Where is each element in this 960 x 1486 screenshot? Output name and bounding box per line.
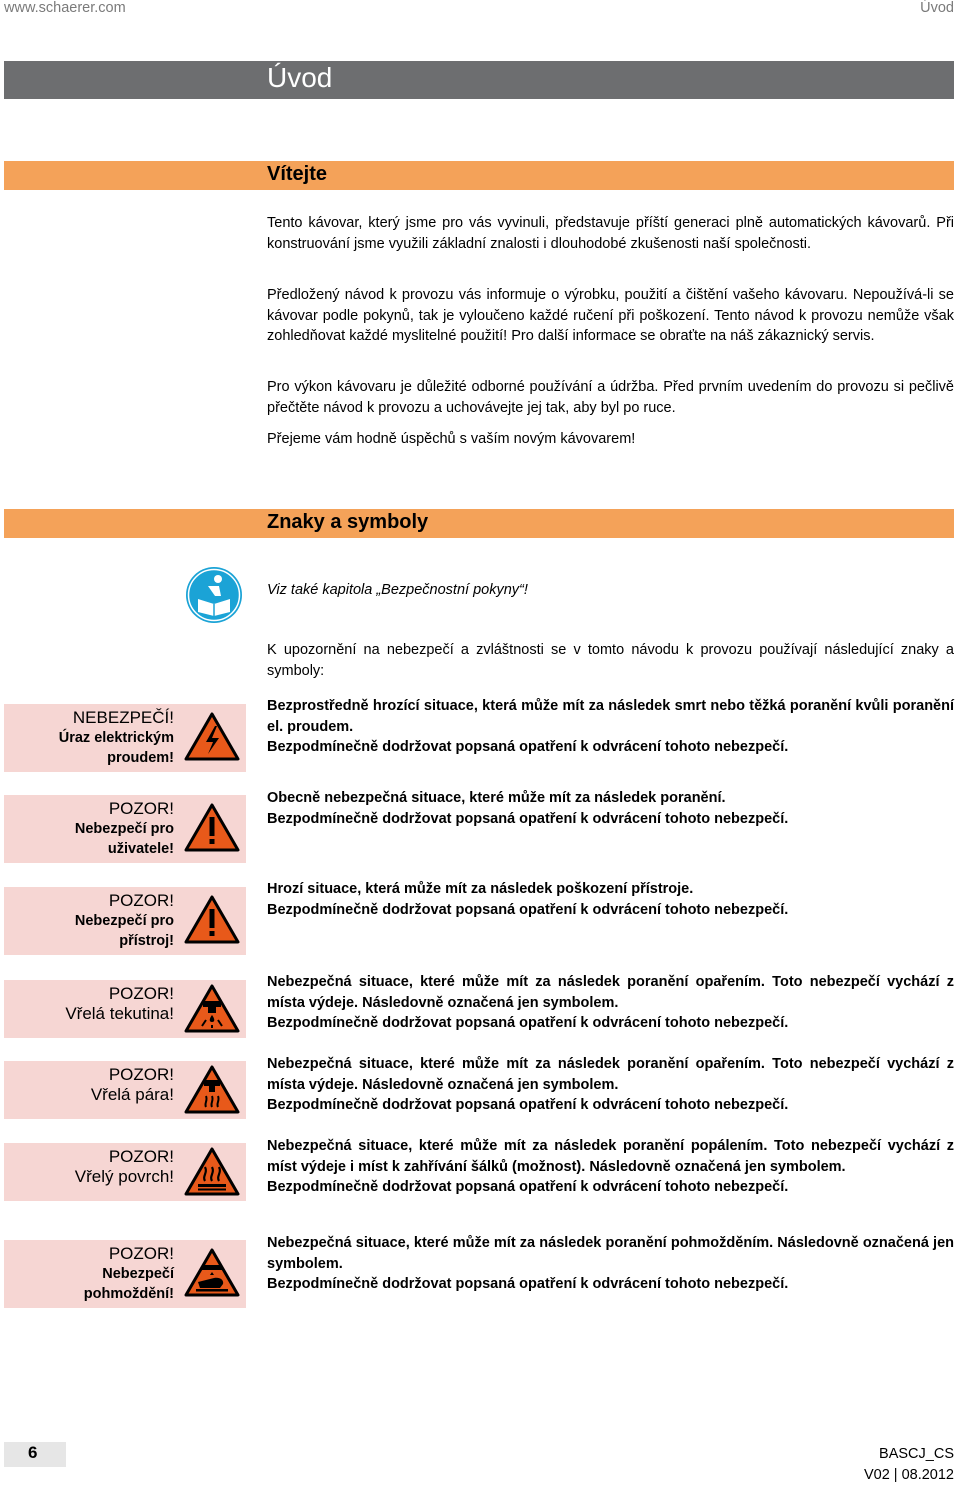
warning-label-device: POZOR! Nebezpečí pro přístroj!	[4, 887, 246, 955]
symbols-heading: Znaky a symboly	[267, 511, 429, 533]
page-title: Úvod	[267, 62, 333, 93]
warning-label-hot-surface: POZOR! Vřelý povrch!	[4, 1143, 246, 1201]
exclamation-hazard-icon	[184, 895, 240, 945]
page-number-box	[4, 1442, 66, 1467]
hot-surface-icon	[184, 1147, 240, 1197]
warning-label-hot-liquid: POZOR! Vřelá tekutina!	[4, 980, 246, 1038]
title-bar	[4, 61, 954, 99]
footer-version: V02 | 08.2012	[863, 1467, 954, 1483]
welcome-heading: Vítejte	[267, 163, 328, 185]
warning-desc-hot-surface: Nebezpečná situace, které může mít za následek poranění popálením. Toto nebezpečí vychází z míst výdeje i míst k zahřívání šálků (možnost). Následovně označená jen symbolem. Bezpodmínečně dodržovat popsaná opatření k odvrácení tohoto nebezpečí.	[267, 1138, 954, 1195]
hot-liquid-icon	[184, 984, 240, 1034]
symbols-heading-bar	[4, 509, 954, 538]
hot-steam-icon	[184, 1065, 240, 1115]
page-number: 6	[28, 1443, 38, 1462]
warning-label-electric: NEBEZPEČÍ! Úraz elektrickým proudem!	[4, 704, 246, 772]
footer-doc-id: BASCJ_CS	[879, 1446, 954, 1462]
welcome-paragraph-2: Předložený návod k provozu vás informuje o výrobku, použití a čištění vašeho kávovaru. Nepoužívá-li se kávovar podle pokynů, tak je vyloučeno každé ručení při poškození. Tento návod k provozu nemůže však zohledňovat každé myslitelné použití! Pro další informace se obraťte na náš zákaznický servis.	[267, 287, 954, 344]
welcome-heading-bar	[4, 161, 954, 190]
read-manual-icon	[185, 566, 243, 624]
warning-desc-electric: Bezprostředně hrozící situace, která může mít za následek smrt nebo těžká poranění kvůli poranění el. proudem. Bezpodmínečně dodržovat popsaná opatření k odvrácení tohoto nebezpečí.	[267, 698, 954, 755]
warning-desc-crush: Nebezpečná situace, které může mít za následek poranění pohmožděním. Následovně označená jen symbolem. Bezpodmínečně dodržovat popsaná opatření k odvrácení tohoto nebezpečí.	[267, 1235, 954, 1292]
symbols-intro: K upozornění na nebezpečí a zvláštnosti se v tomto návodu k provozu používají následující znaky a symboly:	[267, 642, 954, 679]
warning-desc-hot-steam: Nebezpečná situace, které může mít za následek poranění opařením. Toto nebezpečí vychází z místa výdeje. Následovně označená jen symbolem. Bezpodmínečně dodržovat popsaná opatření k odvrácení tohoto nebezpečí.	[267, 1056, 954, 1113]
welcome-paragraph-1: Tento kávovar, který jsme pro vás vyvinuli, představuje příští generaci plně automatických kávovarů. Při konstruování jsme využili základní znalosti i dlouhodobé zkušenosti naší společnosti.	[267, 215, 954, 252]
warning-desc-device: Hrozí situace, která může mít za následek poškození přístroje. Bezpodmínečně dodržovat popsaná opatření k odvrácení tohoto nebezpečí.	[267, 881, 789, 918]
warning-label-user: POZOR! Nebezpečí pro uživatele!	[4, 795, 246, 863]
crush-hazard-icon	[184, 1248, 240, 1298]
warning-desc-hot-liquid: Nebezpečná situace, které může mít za následek poranění opařením. Toto nebezpečí vychází z místa výdeje. Následovně označená jen symbolem. Bezpodmínečně dodržovat popsaná opatření k odvrácení tohoto nebezpečí.	[267, 974, 954, 1031]
welcome-paragraph-3: Pro výkon kávovaru je důležité odborné používání a údržba. Před prvním uvedením do provozu si pečlivě přečtěte návod k provozu a uchovávejte jej tak, aby byl po ruce.	[267, 379, 954, 416]
welcome-paragraph-4: Přejeme vám hodně úspěchů s vaším novým kávovarem!	[267, 431, 636, 447]
warning-desc-user: Obecně nebezpečná situace, které může mít za následek poranění. Bezpodmínečně dodržovat popsaná opatření k odvrácení tohoto nebezpečí.	[267, 790, 789, 827]
electric-hazard-icon	[184, 712, 240, 762]
warning-label-crush: POZOR! Nebezpečí pohmoždění!	[4, 1240, 246, 1308]
header-section: Úvod	[920, 0, 954, 16]
header-website[interactable]: www.schaerer.com	[4, 0, 126, 16]
warning-label-hot-steam: POZOR! Vřelá pára!	[4, 1061, 246, 1119]
see-also-note: Viz také kapitola „Bezpečnostní pokyny“!	[267, 582, 528, 598]
exclamation-hazard-icon	[184, 803, 240, 853]
